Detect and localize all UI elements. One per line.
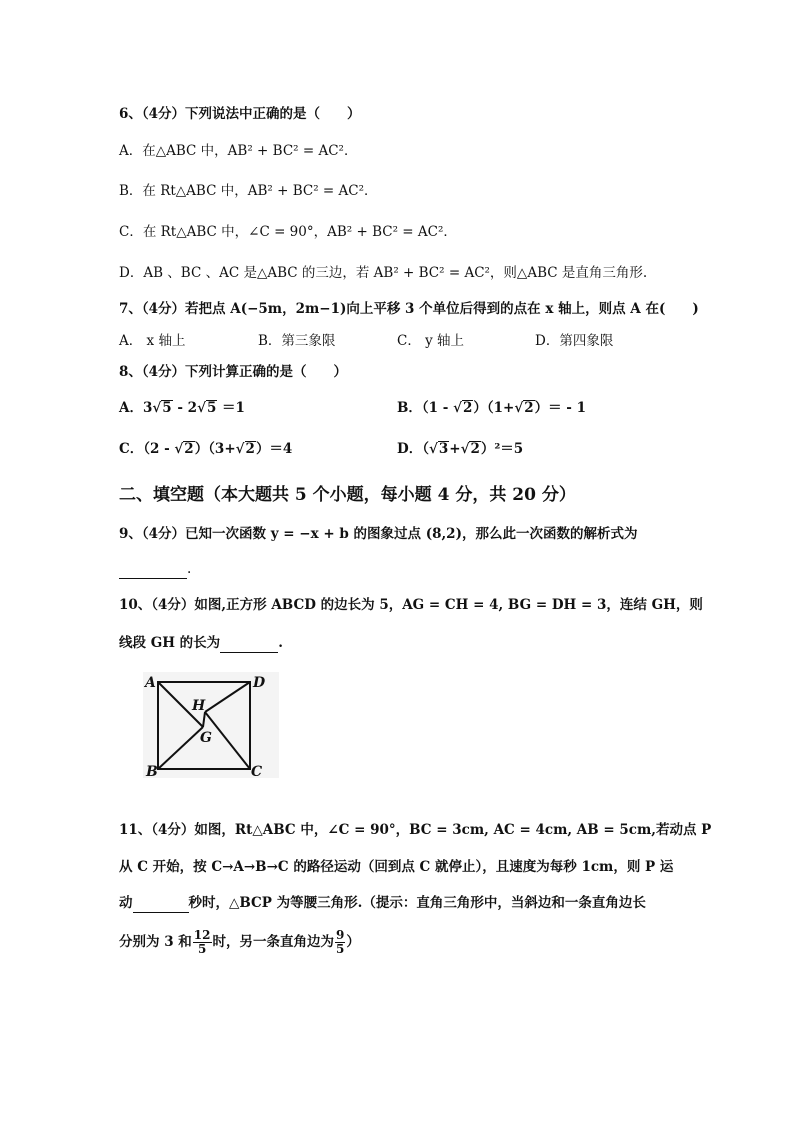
q7-option-a: A． x 轴上 <box>119 333 186 349</box>
fraction-numerator: 9 <box>336 928 345 942</box>
q8-c-radicand-2: 2 <box>245 441 255 457</box>
sqrt-symbol: √ <box>152 400 162 416</box>
q8-b-text: ）（1+ <box>473 400 515 416</box>
label-c: C <box>251 764 263 778</box>
answer-blank[interactable] <box>220 638 278 653</box>
q8-option-c <box>119 439 292 459</box>
q6-option-d: D．AB 、BC 、AC 是△ABC 的三边，若 AB² + BC² = AC²，则△ABC 是直角三角形. <box>119 265 648 281</box>
label-g: G <box>200 730 212 746</box>
q8-c-radicand-1: 2 <box>184 441 194 457</box>
label-a: A <box>145 675 156 691</box>
q11-line4-mid: 时，另一条直角边为 <box>212 934 334 950</box>
q8-stem: 8、（4分）下列计算正确的是（ ） <box>119 364 348 380</box>
answer-blank[interactable] <box>119 564 187 579</box>
q8-a-radicand-2: 5 <box>206 400 217 416</box>
q8-c-text: ）＝4 <box>255 441 293 457</box>
section-2-heading: 二、填空题（本大题共 5 个小题，每小题 4 分，共 20 分） <box>119 485 576 505</box>
q8-b-text: ）＝ - 1 <box>534 400 586 416</box>
q6-option-b: B．在 Rt△ABC 中，AB² + BC² = AC²． <box>119 183 378 199</box>
sqrt-symbol: √ <box>235 441 245 457</box>
q11-line3-post: 秒时，△BCP 为等腰三角形.（提示：直角三角形中，当斜边和一条直角边长 <box>188 895 646 911</box>
q6-option-c: C．在 Rt△ABC 中，∠C = 90°，AB² + BC² = AC²． <box>119 224 457 240</box>
fraction-9-5 <box>335 929 345 956</box>
q11-line4-post: ） <box>346 934 360 950</box>
q11-line2: 从 C 开始，按 C→A→B→C 的路径运动（回到点 C 就停止），且速度为每秒 1cm，则 P 运 <box>119 859 674 875</box>
label-b: B <box>146 764 158 778</box>
sqrt-symbol: √ <box>174 441 184 457</box>
q11-line3 <box>119 893 646 913</box>
answer-blank[interactable] <box>133 898 189 913</box>
q8-option-a <box>119 398 245 418</box>
q10-period: . <box>278 635 283 651</box>
square-diagram <box>143 672 279 778</box>
q8-b-text: B．（1 - <box>397 400 454 416</box>
q8-b-radicand-2: 2 <box>524 400 534 416</box>
q8-d-radicand-1: 3 <box>438 441 449 457</box>
q8-a-text: A．3 <box>119 400 153 416</box>
q8-a-text: - 2 <box>172 400 198 416</box>
sqrt-symbol: √ <box>197 400 206 416</box>
q8-c-text: C．（2 - <box>119 441 175 457</box>
q8-d-radicand-2: 2 <box>470 441 480 457</box>
q8-b-radicand-1: 2 <box>462 400 473 416</box>
label-h: H <box>192 698 206 714</box>
q10-line2 <box>119 633 283 653</box>
sqrt-symbol: √ <box>514 400 524 416</box>
q9-period: . <box>187 561 192 577</box>
fraction-denominator: 5 <box>336 942 345 956</box>
q9-answer-line <box>119 559 191 579</box>
q8-a-radicand-1: 5 <box>162 400 172 416</box>
fraction-denominator: 5 <box>197 942 207 956</box>
q8-c-text: ）（3+ <box>194 441 236 457</box>
fraction-12-5 <box>193 929 212 956</box>
label-d: D <box>253 675 266 691</box>
fraction-numerator: 12 <box>193 928 211 942</box>
sqrt-symbol: √ <box>453 400 462 416</box>
q8-d-text: ）²＝5 <box>480 441 524 457</box>
q11-line4 <box>119 929 360 956</box>
sqrt-symbol: √ <box>428 441 438 457</box>
q7-option-b: B．第三象限 <box>258 333 336 349</box>
q8-d-text: + <box>449 441 461 457</box>
q10-figure <box>143 672 279 778</box>
q7-stem: 7、（4分）若把点 A(−5m，2m−1)向上平移 3 个单位后得到的点在 x 轴上，则点 A 在( ) <box>119 301 699 317</box>
q9-stem: 9、（4分）已知一次函数 y = −x + b 的图象过点 (8,2)，那么此一次函数的解析式为 <box>119 526 638 542</box>
q10-line2-text: 线段 GH 的长为 <box>119 635 221 651</box>
q11-line3-pre: 动 <box>119 895 133 911</box>
sqrt-symbol: √ <box>460 441 470 457</box>
q10-stem: 10、（4分）如图,正方形 ABCD 的边长为 5，AG = CH = 4, BG = DH = 3，连结 GH，则 <box>119 597 703 613</box>
q6-stem: 6、（4分）下列说法中正确的是（ ） <box>119 106 361 122</box>
q8-a-text: ＝1 <box>217 400 245 416</box>
q7-option-d: D．第四象限 <box>535 333 614 349</box>
q8-d-text: D．（ <box>397 441 429 457</box>
q8-option-d <box>397 439 523 459</box>
q11-line1: 11、（4分）如图，Rt△ABC 中，∠C = 90°，BC = 3cm, AC = 4cm, AB = 5cm,若动点 P <box>119 822 712 838</box>
q7-option-c: C． y 轴上 <box>397 333 465 349</box>
q6-option-a: A．在△ABC 中，AB² + BC² = AC²． <box>119 143 358 159</box>
q11-line4-pre: 分别为 3 和 <box>119 934 192 950</box>
q8-option-b <box>397 398 586 418</box>
